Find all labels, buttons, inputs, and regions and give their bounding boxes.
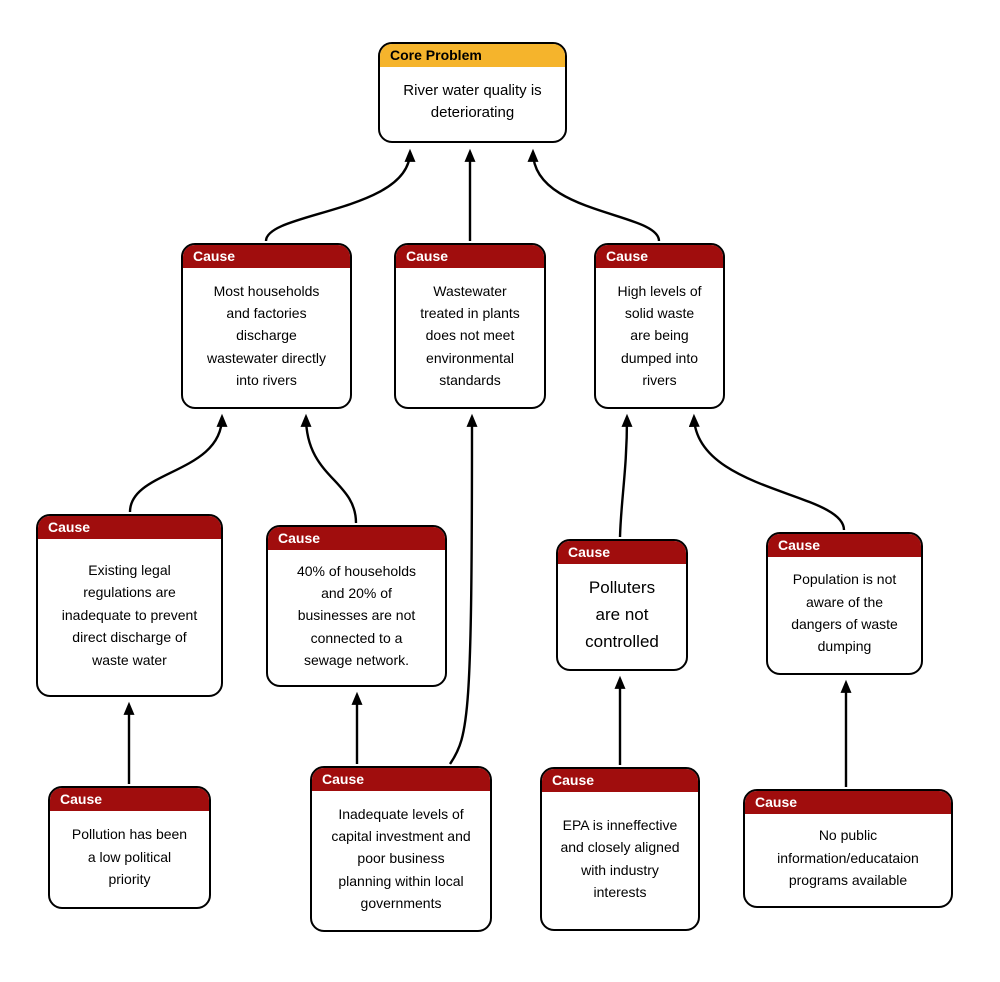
arrow-c6-to-c3 <box>620 417 627 537</box>
node-cause-wastewater-standards <box>394 243 546 409</box>
node-cause-epa-ineffective <box>540 767 700 931</box>
cause-header: Cause <box>396 245 544 268</box>
cause-text: Pollution has been a low political priority <box>71 826 188 888</box>
node-core-problem <box>378 42 567 143</box>
node-cause-sewage-network <box>266 525 447 687</box>
cause-header: Cause <box>768 534 921 557</box>
cause-text: Wastewater treated in plants does not meet environmental standards <box>420 282 520 389</box>
arrow-c1-to-core <box>266 152 410 241</box>
node-cause-polluters-not-controlled <box>556 539 688 671</box>
cause-header: Cause <box>596 245 723 268</box>
arrow-c4-to-c1 <box>130 417 222 512</box>
cause-header: Cause <box>312 768 490 791</box>
node-cause-political-priority <box>48 786 211 909</box>
node-cause-population-not-aware <box>766 532 923 675</box>
cause-header: Cause <box>542 769 698 792</box>
node-cause-capital-investment <box>310 766 492 932</box>
cause-header: Cause <box>268 527 445 550</box>
node-cause-households-discharge <box>181 243 352 409</box>
cause-text: No public information/educataion programs available <box>777 827 919 889</box>
cause-text: Existing legal regulations are inadequate to prevent direct discharge of waste water <box>61 562 198 668</box>
cause-header: Cause <box>745 791 951 814</box>
node-cause-legal-regulations <box>36 514 223 697</box>
cause-header: Cause <box>183 245 350 268</box>
arrow-c3-to-core <box>533 152 659 241</box>
cause-text: High levels of solid waste are being dumped into rivers <box>617 282 702 389</box>
cause-text: EPA is inneffective and closely aligned with industry interests <box>560 816 680 900</box>
cause-text: Polluters are not controlled <box>585 577 659 652</box>
cause-text: 40% of households and 20% of businesses are not connected to a sewage network. <box>296 562 417 669</box>
cause-header: Cause <box>38 516 221 539</box>
cause-text: Population is not aware of the dangers of waste dumping <box>791 571 898 655</box>
cause-header: Cause <box>558 541 686 564</box>
node-cause-no-public-information <box>743 789 953 908</box>
node-cause-solid-waste <box>594 243 725 409</box>
arrow-c9-to-c2 <box>450 417 472 764</box>
cause-text: Inadequate levels of capital investment and poor business planning within local governments <box>331 805 471 912</box>
core-problem-text: River water quality is deteriorating <box>403 81 542 121</box>
core-problem-header: Core Problem <box>380 44 565 67</box>
cause-header: Cause <box>50 788 209 811</box>
arrow-c5-to-c1 <box>306 417 356 523</box>
arrow-c7-to-c3 <box>694 417 844 530</box>
cause-text: Most households and factories discharge wastewater directly into rivers <box>206 282 327 389</box>
